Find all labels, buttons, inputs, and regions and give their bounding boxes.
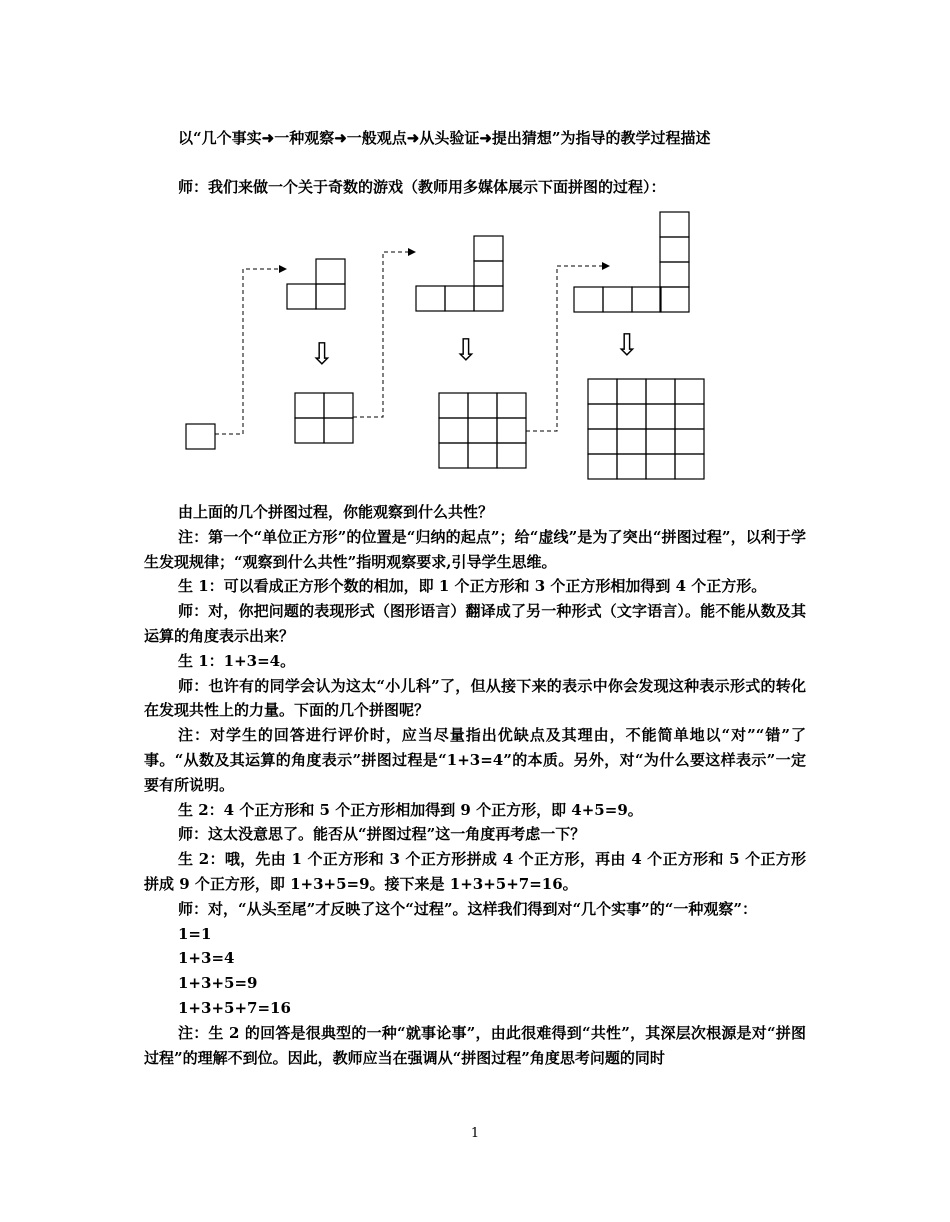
intro-line: 师：我们来做一个关于奇数的游戏（教师用多媒体展示下面拼图的过程）： — [178, 178, 666, 196]
grid-4x4 — [588, 379, 704, 479]
paragraph: 注：第一个“单位正方形”的位置是“归纳的起点”；给“虚线”是为了突出“拼图过程”，以利于学生发现规律；“观察到什么共性”指明观察要求,引导学生思维。 — [144, 527, 806, 571]
dashed-connector-2 — [353, 252, 410, 417]
paragraph: 师：这太没意思了。能否从“拼图过程”这一角度再考虑一下？ — [178, 825, 586, 844]
page-title: 以“几个事实➜一种观察➜一般观点➜从头验证➜提出猜想”为指导的教学过程描述 — [178, 129, 711, 147]
paragraph: 生 2：4 个正方形和 5 个正方形相加得到 9 个正方形，即 4+5=9。 — [178, 800, 643, 819]
dashed-connector-3 — [526, 266, 602, 431]
l-shape-3 — [287, 259, 345, 309]
arrowhead-icon — [408, 248, 416, 256]
dashed-connector-1 — [215, 269, 280, 434]
equation-line: 1+3+5=9 — [178, 974, 258, 993]
jigsaw-figure — [0, 0, 950, 500]
paragraph: 注：对学生的回答进行评价时，应当尽量指出优缺点及其理由，不能简单地以“对”“错”了事。“从数及其运算的角度表示”拼图过程是“1+3=4”的本质。另外，对“为什么要这样表示”一定要有所说明。 — [144, 726, 806, 794]
paragraph: 注：生 2 的回答是很典型的一种“就事论事”，由此很难得到“共性”，其深层次根源是对“拼图过程”的理解不到位。因此，教师应当在强调从“拼图过程”角度思考问题的同时 — [144, 1023, 806, 1067]
grid-3x3 — [439, 393, 526, 468]
down-arrow-icon: ⇩ — [453, 333, 479, 368]
grid-2x2 — [295, 393, 353, 443]
unit-square — [186, 424, 215, 449]
l-shape-5 — [416, 236, 503, 311]
down-arrow-icon: ⇩ — [309, 337, 335, 372]
equation-line: 1+3+5+7=16 — [178, 998, 291, 1017]
paragraph: 生 1：1+3=4。 — [178, 651, 296, 670]
arrowhead-icon — [602, 262, 610, 270]
paragraph: 由上面的几个拼图过程，你能观察到什么共性？ — [178, 503, 494, 521]
paragraph: 生 1：可以看成正方形个数的相加，即 1 个正方形和 3 个正方形相加得到 4 个正方形。 — [178, 577, 767, 596]
down-arrow-icon: ⇩ — [614, 328, 640, 363]
paragraph: 师：也许有的同学会认为这太“小儿科”了，但从接下来的表示中你会发现这种表示形式的转化在发现共性上的力量。下面的几个拼图呢？ — [144, 676, 806, 720]
paragraph: 生 2：哦，先由 1 个正方形和 3 个正方形拼成 4 个正方形，再由 4 个正方形和 5 个正方形拼成 9 个正方形，即 1+3+5=9。接下来是 1+3+5+7=16。 — [144, 850, 806, 893]
body-text — [144, 500, 806, 1070]
page-number: 1 — [470, 1126, 480, 1141]
equation-line: 1=1 — [178, 924, 212, 943]
paragraph: 师：对，“从头至尾”才反映了这个“过程”。这样我们得到对“几个实事”的“一种观察”： — [178, 899, 758, 918]
arrowhead-icon — [279, 265, 287, 273]
l-shape-7 — [574, 212, 689, 312]
equation-line: 1+3=4 — [178, 949, 235, 968]
paragraph: 师：对，你把问题的表现形式（图形语言）翻译成了另一种形式（文字语言）。能不能从数及其运算的角度表示出来？ — [144, 602, 806, 645]
